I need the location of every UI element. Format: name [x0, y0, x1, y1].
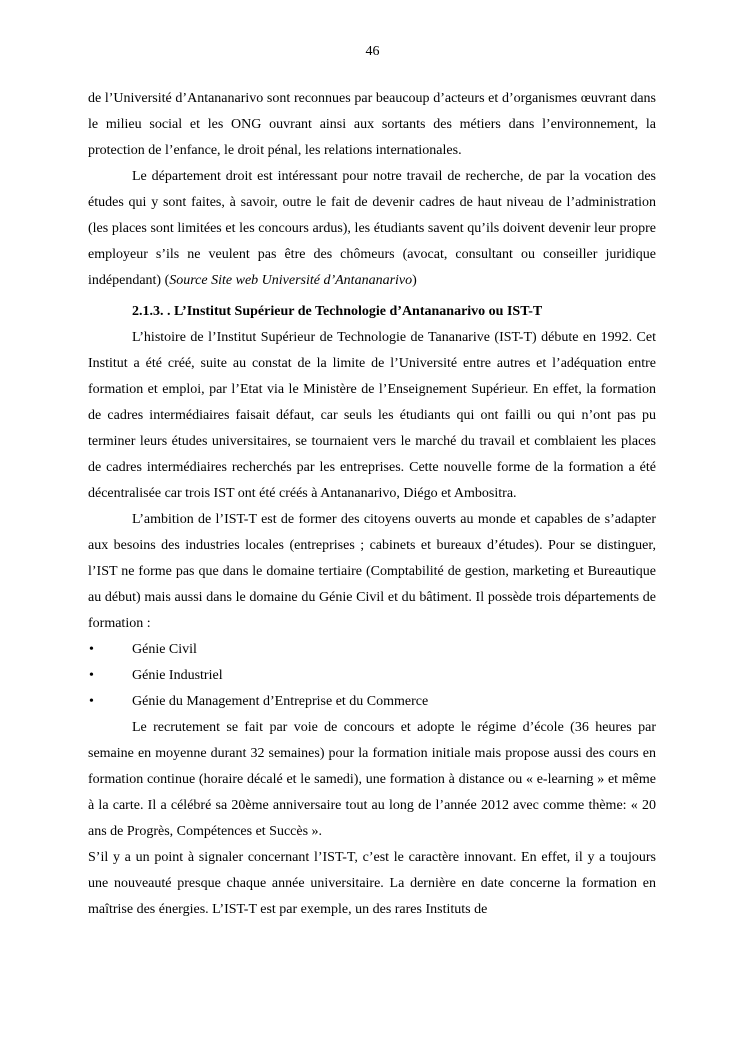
paragraph-innovation: S’il y a un point à signaler concernant l’IST-T, c’est le caractère innovant. En effet, il y a toujours une nouveauté presque chaque année universitaire. La dernière en date concerne la formation en maîtrise des énergies. L’IST-T est par exemple, un des rares Instituts de — [88, 850, 656, 917]
list-item — [88, 689, 656, 715]
page-body — [88, 86, 656, 923]
list-item — [88, 663, 656, 689]
bullet-icon: • — [89, 694, 94, 709]
paragraph-recrutement: Le recrutement se fait par voie de concours et adopte le régime d’école (36 heures par semaine en moyenne durant 32 semaines) pour la formation initiale mais propose aussi des cours en formation continue (horaire décalé et le samedi), une formation à distance ou « e-learning » et même à la carte. Il a célébré sa 20ème anniversaire tout au long de l’année 2012 avec comme thème: « 20 ans de Progrès, Compétences et Succès ». — [88, 720, 656, 839]
list-item — [88, 637, 656, 663]
bullet-icon: • — [89, 668, 94, 683]
list-item-label: Génie Industriel — [132, 668, 223, 683]
paragraph-departement-droit — [88, 164, 656, 294]
section-heading: 2.1.3. . L’Institut Supérieur de Technologie d’Antananarivo ou IST-T — [132, 304, 543, 319]
page-number: 46 — [365, 44, 380, 59]
bullet-icon: • — [89, 642, 94, 657]
paragraph-close: ) — [412, 273, 417, 288]
paragraph-ambition: L’ambition de l’IST-T est de former des citoyens ouverts au monde et capables de s’adapter aux besoins des industries locales (entreprises ; cabinets et bureaux d’études). Pour se distinguer, l’IST ne forme pas que dans le domaine tertiaire (Comptabilité de gestion, marketing et Bureautique au début) mais aussi dans le domaine du Génie Civil et du bâtiment. Il possède trois départements de formation : — [88, 512, 656, 631]
list-item-label: Génie du Management d’Entreprise et du Commerce — [132, 694, 429, 709]
paragraph-histoire: L’histoire de l’Institut Supérieur de Technologie de Tananarive (IST-T) débute en 1992. Cet Institut a été créé, suite au constat de la limite de l’Université entre autres et l’adéquation entre formation et emploi, par l’Etat via le Ministère de l’Enseignement Supérieur. En effet, la formation de cadres intermédiaires faisait défaut, car seuls les étudiants qui ont failli ou qui n’ont pas pu terminer leurs études universitaires, se tournaient vers le marché du travail et comblaient les places de cadres intermédiaires recherchés par les entreprises. Cette nouvelle forme de la formation a été décentralisée car trois IST ont été créés à Antananarivo, Diégo et Ambositra. — [88, 330, 656, 501]
list-item-label: Génie Civil — [132, 642, 197, 657]
paragraph-continued: de l’Université d’Antananarivo sont reconnues par beaucoup d’acteurs et d’organismes œuvrant dans le milieu social et les ONG ouvrant ainsi aux sortants des métiers dans l’environnement, la protection de l’enfance, le droit pénal, les relations internationales. — [88, 91, 656, 158]
source-citation: Source Site web Université d’Antananarivo — [169, 273, 413, 288]
paragraph-text: Le département droit est intéressant pour notre travail de recherche, de par la vocation des études qui y sont faites, à savoir, outre le fait de devenir cadres de haut niveau de l’administration (les places sont limitées et les concours ardus), les étudiants savent qu’ils doivent devenir leur propre employeur s’ils ne veulent pas être des chômeurs (avocat, consultant ou conseiller juridique indépendant) ( — [88, 169, 656, 288]
departments-list — [88, 637, 656, 715]
